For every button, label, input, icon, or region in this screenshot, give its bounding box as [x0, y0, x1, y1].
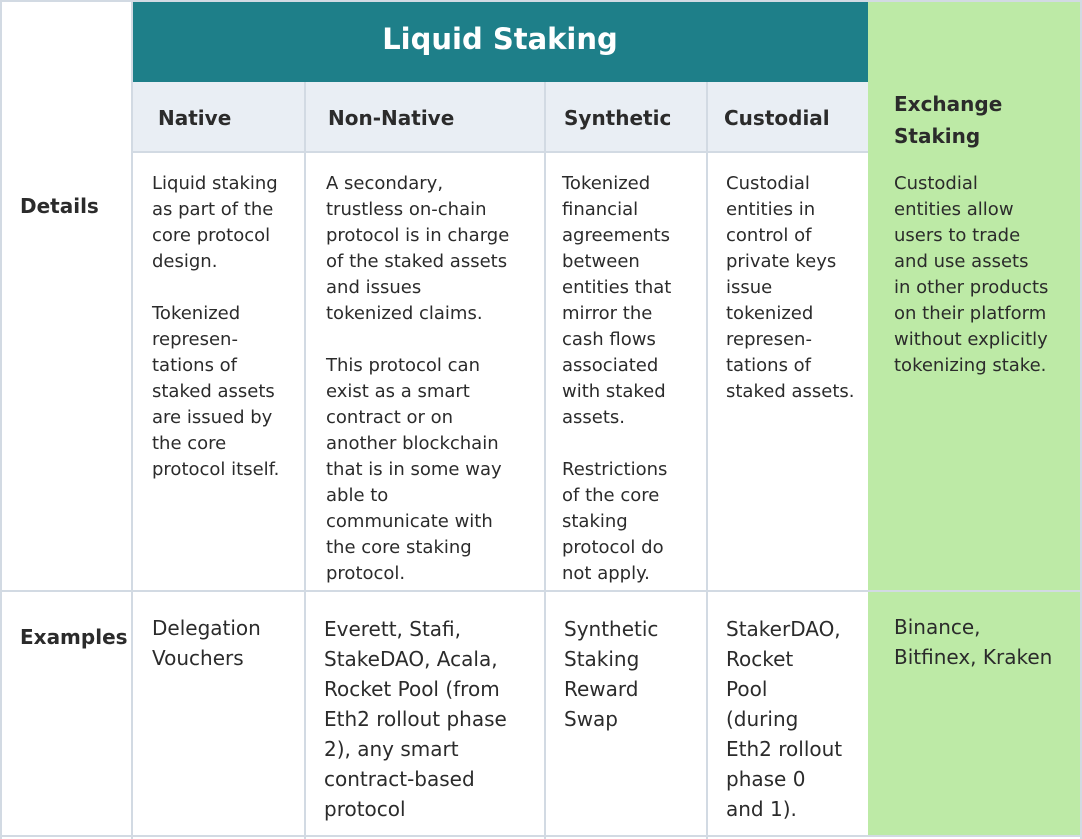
- details-custodial: Custodial entities in control of private keys issue tokenized represen- tations of staked assets.: [726, 173, 855, 402]
- examples-non-native: Everett, Stafi, StakeDAO, Acala, Rocket Pool (from Eth2 rollout phase 2), any smart contract-based protocol: [324, 617, 507, 821]
- column-header-exchange-staking: Exchange Staking: [894, 92, 1003, 148]
- details-non-native: A secondary, trustless on-chain protocol is in charge of the staked assets and issues tokenized claims. This protocol can exist as a smart contract or on another blockchain that is in some way able to communicate with the core staking protocol.: [326, 173, 510, 584]
- column-header-synthetic: Synthetic: [564, 106, 672, 130]
- table-title: Liquid Staking: [382, 22, 618, 56]
- row-label-examples: Examples: [20, 625, 128, 649]
- examples-synthetic: Synthetic Staking Reward Swap: [564, 617, 659, 731]
- column-header-non-native: Non-Native: [328, 106, 455, 130]
- grid-line-top: [0, 0, 1082, 2]
- grid-line-v0: [0, 0, 2, 839]
- grid-line-v2: [304, 82, 306, 839]
- grid-line-v1: [131, 0, 133, 839]
- grid-line-v3: [544, 82, 546, 839]
- grid-line-sub: [132, 151, 868, 153]
- details-synthetic: Tokenized financial agreements between entities that mirror the cash flows associated with staked assets. Restrictions of the core staking protocol do not apply.: [562, 173, 672, 584]
- examples-native: Delegation Vouchers: [152, 616, 261, 670]
- column-header-custodial: Custodial: [724, 106, 830, 130]
- column-header-native: Native: [158, 106, 232, 130]
- details-exchange-staking: Custodial entities allow users to trade and use assets in other products on their platform without explicitly tokenizing stake.: [894, 173, 1049, 376]
- details-native: Liquid staking as part of the core protocol design. Tokenized represen- tations of staked assets are issued by the core protocol itself.: [152, 173, 280, 480]
- grid-line-bottom: [0, 835, 1082, 837]
- grid-line-v4: [706, 82, 708, 839]
- examples-custodial: StakerDAO, Rocket Pool (during Eth2 rollout phase 0 and 1).: [726, 617, 843, 821]
- row-label-details: Details: [20, 194, 99, 218]
- examples-exchange-staking: Binance, Bitfinex, Kraken: [894, 615, 1053, 669]
- grid-line-mid: [0, 590, 1082, 592]
